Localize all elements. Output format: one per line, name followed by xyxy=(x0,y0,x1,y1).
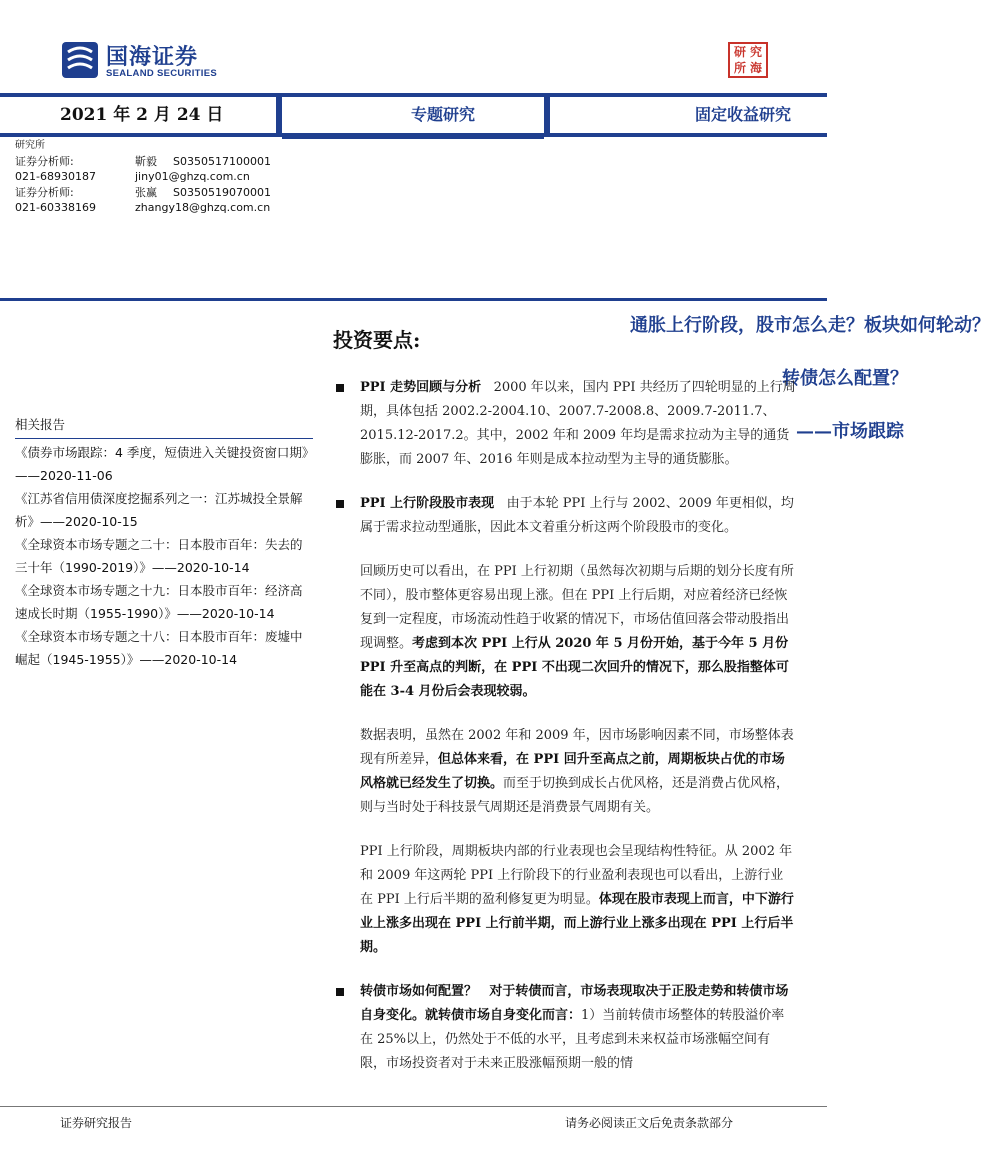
bullet-convertible-bonds xyxy=(336,980,796,1076)
title-subtitle: ——市场跟踪 xyxy=(796,421,904,442)
paragraph xyxy=(336,840,796,960)
bullet-ppi-review xyxy=(336,376,796,472)
analyst-row xyxy=(15,154,295,170)
seal-char: 究 xyxy=(749,45,762,59)
report-date: 2021 年 2 月 24 日 xyxy=(0,97,276,133)
paragraph-text: 回顾历史可以看出，在 PPI 上行初期（虽然每次初期与后期的划分长度有所不同），股市整体更容易出现上涨。但在 PPI 上行后期，对应着经济已经恢复到一定程度，市场流动性趋于收紧的情况下，市场估值回落会带动股指出现调整。 xyxy=(360,564,794,651)
paragraph-text: PPI 上行阶段，周期板块内部的行业表现也会呈现结构性特征。从 2002 年和 2009 年这两轮 PPI 上行阶段下的行业盈利表现也可以看出，上游行业在 PPI 上行后半期的盈利修复更为明显。 xyxy=(360,844,793,907)
related-reports xyxy=(15,413,313,671)
analyst-role: 证券分析师: xyxy=(15,154,74,168)
analyst-role: 证券分析师: xyxy=(15,185,74,199)
footer-divider xyxy=(0,1106,827,1107)
report-category: 固定收益研究 xyxy=(550,97,827,133)
related-divider xyxy=(15,438,313,439)
paragraph-text: 数据表明，虽然在 2002 年和 2009 年，因市场影响因素不同，市场整体表现有所差异， xyxy=(360,728,794,767)
analyst-email[interactable]: jiny01@ghzq.com.cn xyxy=(135,170,250,183)
logo-chinese-name: 国海证券 xyxy=(106,45,199,70)
paragraph xyxy=(336,724,796,820)
paragraph-emphasis: 但总体来看，在 PPI 回升至高点之前，周期板块占优的市场风格就已经发生了切换。 xyxy=(360,752,785,791)
analyst-email[interactable]: zhangy18@ghzq.com.cn xyxy=(135,201,271,214)
related-report-link[interactable]: 《江苏省信用债深度挖掘系列之一：江苏城投全景解析》——2020-10-15 xyxy=(15,491,303,529)
analyst-name: 靳毅 xyxy=(135,154,157,168)
analyst-phone: 021-68930187 xyxy=(15,170,96,183)
related-report-link[interactable]: 《全球资本市场专题之十九：日本股市百年：经济高速成长时期（1955-1990）》——2020-10-14 xyxy=(15,583,303,621)
key-points-heading: 投资要点: xyxy=(333,328,421,352)
paragraph xyxy=(336,560,796,704)
title-line-2: 转债怎么配置？ xyxy=(782,368,908,389)
research-seal xyxy=(728,42,768,78)
logo-english-name: SEALAND SECURITIES xyxy=(106,68,217,79)
bullet-lead: PPI 上行阶段股市表现 xyxy=(360,496,495,511)
bullet-stock-performance xyxy=(336,492,796,540)
bullet-emphasis: 对于转债而言，市场表现取决于正股走势和转债市场自身变化。就转债市场自身变化而言： xyxy=(360,984,789,1023)
paragraph-text: 而至于切换到成长占优风格，还是消费占优风格，则与当时处于科技景气周期还是消费景气周期有关。 xyxy=(360,776,790,815)
analyst-phone: 021-60338169 xyxy=(15,201,96,214)
paragraph-emphasis: 考虑到本次 PPI 上行从 2020 年 5 月份开始，基于今年 5 月份 PPI 升至高点的判断，在 PPI 不出现二次回升的情况下，那么股指整体可能在 3-4 月份后会表现较弱。 xyxy=(360,636,789,699)
analyst-license: S0350519070001 xyxy=(173,185,271,199)
bullet-lead: PPI 走势回顾与分析 xyxy=(360,380,482,395)
related-reports-heading: 相关报告 xyxy=(15,417,66,432)
paragraph-emphasis: 体现在股市表现上而言，中下游行业上涨多出现在 PPI 上行前半期，而上游行业上涨多出现在 PPI 上行后半期。 xyxy=(360,892,794,955)
bullet-lead: 转债市场如何配置？ xyxy=(360,984,478,999)
analyst-contact-row xyxy=(15,169,295,185)
seal-char: 海 xyxy=(749,61,762,75)
seal-char: 所 xyxy=(733,61,746,75)
related-report-link[interactable]: 《债券市场跟踪：4 季度，短债进入关键投资窗口期》——2020-11-06 xyxy=(15,445,309,483)
banner-underline xyxy=(282,137,544,139)
bullet-text: 由于本轮 PPI 上行与 2002、2009 年更相似，均属于需求拉动型通胀，因此本文着重分析这两个阶段股市的变化。 xyxy=(360,496,794,535)
sealand-logo-icon xyxy=(60,40,100,80)
analyst-name: 张赢 xyxy=(135,185,157,199)
title-divider xyxy=(0,298,827,301)
bullet-text: 1）当前转债市场整体的转股溢价率在 25%以上，仍然处于不低的水平，且考虑到未来权益市场涨幅空间有限，市场投资者对于未来正股涨幅预期一般的情 xyxy=(360,1008,785,1071)
analyst-info xyxy=(15,138,295,216)
related-report-link[interactable]: 《全球资本市场专题之二十：日本股市百年：失去的三十年（1990-2019）》——2020-10-14 xyxy=(15,537,303,575)
analyst-contact-row xyxy=(15,200,295,216)
footer-disclaimer: 请务必阅读正文后免责条款部分 xyxy=(565,1116,734,1130)
report-type: 专题研究 xyxy=(282,97,544,133)
department: 研究所 xyxy=(15,140,45,151)
company-logo xyxy=(60,40,240,82)
seal-char: 研 xyxy=(733,45,746,59)
title-line-1: 通胀上行阶段，股市怎么走？板块如何轮动？ xyxy=(630,315,990,336)
analyst-row xyxy=(15,185,295,201)
header-banner xyxy=(0,93,827,137)
report-body xyxy=(336,376,796,1096)
analyst-license: S0350517100001 xyxy=(173,154,271,168)
bullet-text: 2000 年以来，国内 PPI 共经历了四轮明显的上行周期，具体包括 2002.2-2004.10、2007.7-2008.8、2009.7-2011.7、2015.12-2017.2。其中，2002 年和 2009 年均是需求拉动为主导的通货膨胀，而 2007 年、2016 年则是成本拉动型为主导的通货膨胀。 xyxy=(360,380,796,467)
related-report-link[interactable]: 《全球资本市场专题之十八：日本股市百年：废墟中崛起（1945-1955）》——2020-10-14 xyxy=(15,629,303,667)
footer-left-label: 证券研究报告 xyxy=(60,1116,133,1130)
